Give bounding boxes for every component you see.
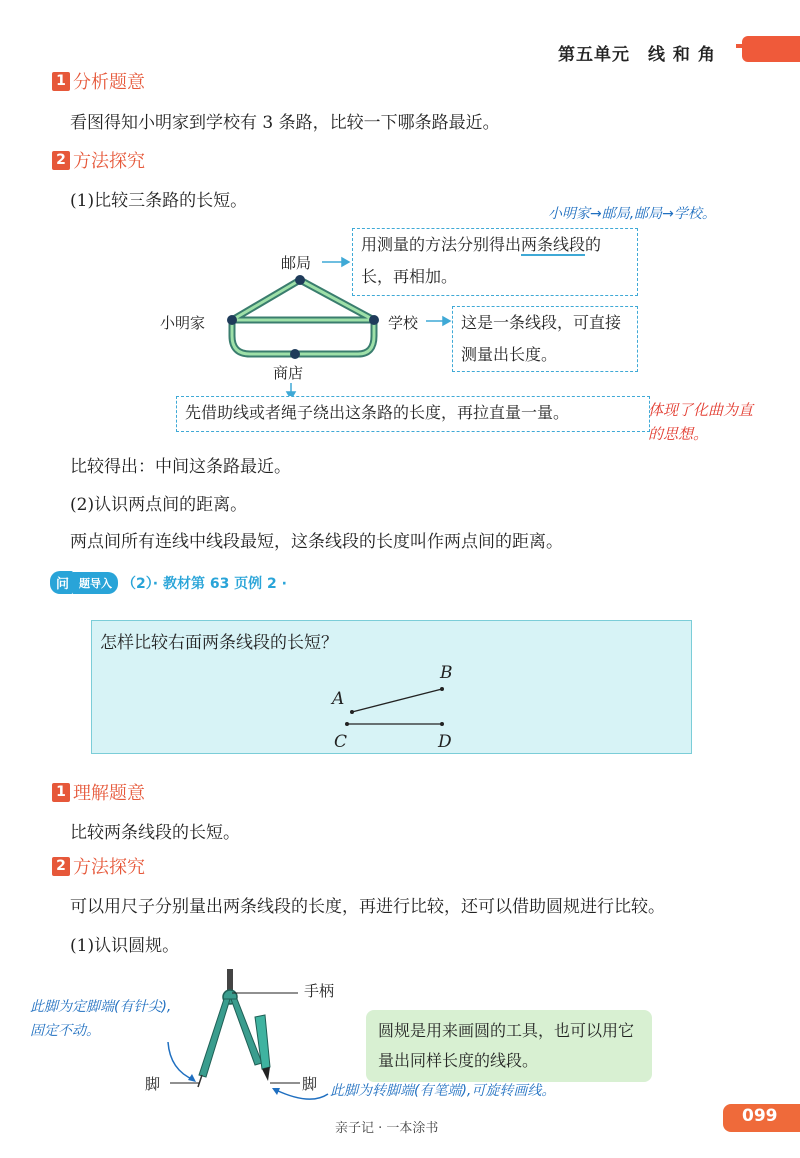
section-method (52, 147, 145, 173)
label-leg-left: 脚 (145, 1075, 161, 1093)
note-top-highlight: 两条线段 (521, 235, 586, 254)
section-title: 分析题意 (73, 72, 145, 93)
footer-text: 亲子记 · 一本涂书 (335, 1121, 439, 1136)
badge-ref: （2）· 教材第 63 页例 2 · (122, 575, 287, 592)
compass-left-leg (199, 999, 230, 1077)
label-handle: 手柄 (304, 982, 335, 1000)
conclusion-text: 比较得出：中间这条路最近。 (70, 457, 291, 477)
point-c-dot (345, 722, 349, 726)
section-number: 2 (52, 151, 70, 170)
handnote-arrow-left (160, 1040, 200, 1086)
segment-ab (352, 689, 442, 712)
point-b-dot (440, 687, 444, 691)
problem-intro-badge (50, 571, 287, 594)
step2-text: (2)认识两点间的距离。 (70, 495, 248, 515)
label-school: 学校 (388, 314, 419, 332)
handnote-fixed-leg: 此脚为定脚端(有针尖),固定不动。 (30, 999, 172, 1039)
section-understand (52, 779, 145, 805)
handnote-arrow-right (270, 1086, 332, 1110)
handnote-moving-leg: 此脚为转脚端(有笔端),可旋转画线。 (330, 1083, 556, 1099)
point-d-label: D (438, 732, 452, 752)
section-number: 2 (52, 857, 70, 876)
header-tab-mark (736, 44, 742, 48)
section-title: 方法探究 (73, 151, 145, 172)
home-dot (227, 315, 237, 325)
section-analysis (52, 68, 145, 94)
step1-text: (1)比较三条路的长短。 (70, 191, 248, 211)
point-b-label: B (440, 663, 453, 683)
route-via-shop (232, 320, 374, 354)
point-a-dot (350, 710, 354, 714)
school-dot (369, 315, 379, 325)
badge-text: 题导入 (73, 572, 118, 594)
point-d-dot (440, 722, 444, 726)
handnote-route: 小明家→邮局,邮局→学校。 (548, 206, 716, 222)
handnote-curve: 体现了化曲为直的思想。 (648, 401, 754, 443)
arrow-head (342, 258, 349, 266)
section-number: 1 (52, 72, 70, 91)
section-title: 方法探究 (73, 857, 145, 878)
compass-pencil-tip (262, 1067, 270, 1081)
post-office-dot (295, 275, 305, 285)
method-text: 可以用尺子分别量出两条线段的长度，再进行比较，还可以借助圆规进行比较。 (70, 897, 665, 917)
compass-info-box: 圆规是用来画圆的工具，也可以用它量出同样长度的线段。 (366, 1010, 652, 1082)
note-top (352, 228, 638, 296)
shop-dot (290, 349, 300, 359)
section-method-2 (52, 853, 145, 879)
analysis-text: 看图得知小明家到学校有 3 条路，比较一下哪条路最近。 (70, 113, 500, 133)
understand-text: 比较两条线段的长短。 (70, 823, 240, 843)
page-number: 099 (742, 1106, 778, 1126)
section-title: 理解题意 (73, 783, 145, 804)
topic-title: 线 和 角 (648, 45, 716, 65)
arrow-head (443, 317, 450, 325)
note-top-text: 用测量的方法分别得出 (361, 235, 522, 254)
compass-step-text: (1)认识圆规。 (70, 936, 180, 956)
label-leg-right: 脚 (302, 1075, 318, 1093)
section-number: 1 (52, 783, 70, 802)
handle-pointer (232, 988, 302, 998)
definition-text: 两点间所有连线中线段最短，这条线段的长度叫作两点间的距离。 (70, 532, 563, 552)
question-text: 怎样比较右面两条线段的长短？ (100, 633, 338, 653)
badge-icon: 问 (50, 571, 73, 594)
label-home: 小明家 (160, 314, 206, 332)
point-c-label: C (334, 732, 348, 752)
header-tab (742, 36, 800, 62)
note-top-text: 的长，再相加。 (361, 235, 602, 286)
note-right: 这是一条线段，可直接测量出长度。 (452, 306, 638, 372)
label-post-office: 邮局 (281, 254, 312, 272)
label-shop: 商店 (273, 364, 304, 382)
point-a-label: A (332, 689, 345, 709)
note-bottom: 先借助线或者绳子绕出这条路的长度，再拉直量一量。 (176, 396, 650, 432)
unit-title: 第五单元 (558, 45, 630, 65)
